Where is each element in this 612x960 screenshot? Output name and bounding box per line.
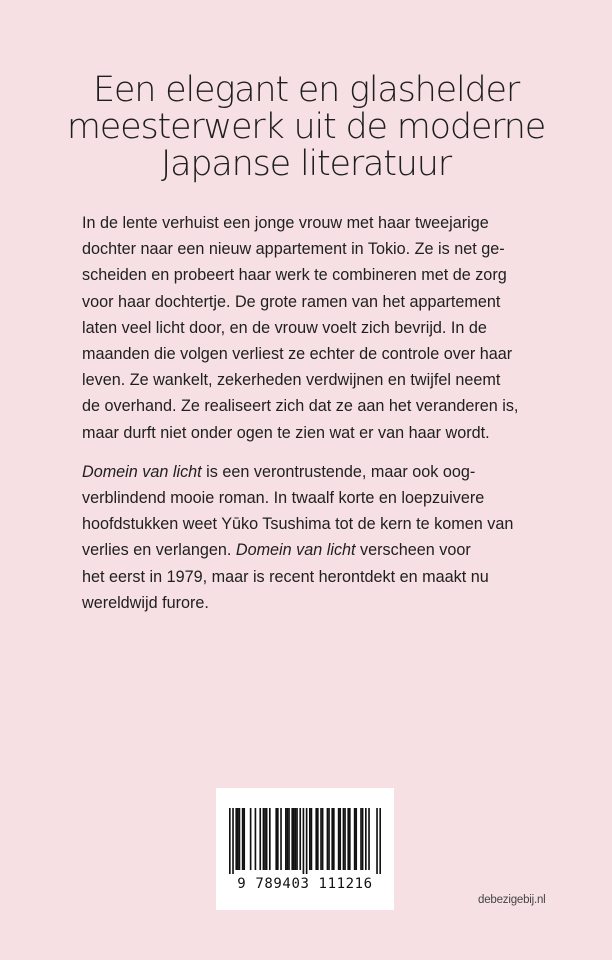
barcode-bar bbox=[339, 808, 341, 870]
blurb-line: voor haar dochtertje. De grote ramen van het appartement bbox=[82, 292, 501, 311]
blurb-paragraph-2 bbox=[82, 459, 542, 616]
barcode-bar bbox=[239, 808, 241, 870]
barcode-bar bbox=[303, 808, 305, 874]
barcode-bar bbox=[242, 808, 244, 870]
back-cover-tagline bbox=[0, 72, 612, 183]
barcode-bar bbox=[343, 808, 345, 870]
blurb-line: hoofdstukken weet Yūko Tsushima tot de kern te komen van bbox=[82, 515, 514, 534]
book-title-italic: Domein van licht bbox=[235, 541, 356, 560]
barcode-bar bbox=[309, 808, 311, 870]
barcode-bar bbox=[266, 808, 268, 870]
tagline-line: meesterwerk uit de moderne bbox=[66, 107, 546, 147]
barcode-bar bbox=[293, 808, 295, 870]
barcode-bar bbox=[235, 808, 237, 870]
blurb-line: In de lente verhuist een jonge vrouw met haar tweejarige bbox=[82, 214, 489, 232]
barcode-bar bbox=[344, 808, 346, 870]
barcode-bar bbox=[237, 808, 239, 870]
barcode-bar bbox=[295, 808, 297, 870]
barcode-bar bbox=[299, 808, 301, 870]
tagline-line: Japanse literatuur bbox=[161, 144, 451, 184]
blurb-line: scheiden en probeert haar werk te combineren met de zorg bbox=[82, 266, 507, 285]
blurb-text: verlies en verlangen. bbox=[82, 541, 236, 560]
barcode-bar bbox=[269, 808, 271, 870]
barcode-bar bbox=[376, 808, 378, 874]
barcode-bar bbox=[354, 808, 356, 870]
barcode-bar bbox=[291, 808, 293, 870]
book-blurb bbox=[82, 210, 542, 629]
publisher-url: debezigebij.nl bbox=[478, 894, 546, 906]
blurb-text: verscheen voor bbox=[355, 541, 471, 560]
barcode-bar bbox=[349, 808, 351, 870]
barcode-bar bbox=[280, 808, 282, 870]
barcode-bar bbox=[331, 808, 333, 870]
blurb-line bbox=[82, 459, 542, 485]
barcode-bar bbox=[250, 808, 252, 870]
blurb-line: leven. Ze wankelt, zekerheden verdwijnen en twijfel neemt bbox=[82, 371, 501, 390]
barcode-bar bbox=[379, 808, 381, 874]
barcode-bar bbox=[255, 808, 257, 870]
blurb-line: dochter naar een nieuw appartement in Tokio. Ze is net ge- bbox=[82, 240, 505, 259]
barcode-bar bbox=[320, 808, 322, 870]
blurb-line: het eerst in 1979, maar is recent herontdekt en maakt nu bbox=[82, 567, 489, 586]
barcode-bar bbox=[311, 808, 313, 870]
barcode-bar bbox=[338, 808, 340, 870]
barcode-bar bbox=[243, 808, 245, 870]
blurb-line: maanden die volgen verliest ze echter de controle over haar bbox=[82, 345, 513, 364]
barcode-bar bbox=[317, 808, 319, 870]
barcode-bar bbox=[259, 808, 261, 870]
barcode-bar bbox=[263, 808, 265, 870]
barcode-bar bbox=[232, 808, 234, 874]
barcode-bar bbox=[306, 808, 308, 874]
barcode-bar bbox=[315, 808, 317, 870]
blurb-text: is een verontrustende, maar ook oog- bbox=[201, 462, 476, 481]
blurb-line: maar durft niet onder ogen te zien wat er van haar wordt. bbox=[82, 423, 490, 442]
barcode-bar bbox=[333, 808, 335, 870]
barcode-bar bbox=[229, 808, 231, 874]
barcode-bar bbox=[368, 808, 370, 870]
barcode-bar bbox=[288, 808, 290, 870]
barcode-bar bbox=[264, 808, 266, 870]
book-title-italic: Domein van licht bbox=[82, 462, 202, 481]
barcode-bar bbox=[327, 808, 329, 870]
barcode-bar bbox=[296, 808, 298, 870]
barcode-bar bbox=[285, 808, 287, 870]
barcode-bar bbox=[362, 808, 364, 870]
barcode-bar bbox=[360, 808, 362, 870]
barcode-bar bbox=[322, 808, 324, 870]
blurb-line: wereldwijd furore. bbox=[82, 593, 209, 612]
barcode-box bbox=[216, 788, 394, 910]
barcode-bar bbox=[275, 808, 277, 870]
blurb-line: verblindend mooie roman. In twaalf korte en loepzuivere bbox=[82, 489, 485, 508]
barcode-bar bbox=[365, 808, 367, 870]
barcode-bar bbox=[355, 808, 357, 870]
barcode-bar bbox=[277, 808, 279, 870]
barcode-bar bbox=[328, 808, 330, 870]
blurb-line: de overhand. Ze realiseert zich dat ze aan het veranderen is, bbox=[82, 397, 519, 416]
blurb-line: laten veel licht door, en de vrouw voelt zich bevrijd. In de bbox=[82, 318, 487, 337]
tagline-line: Een elegant en glashelder bbox=[92, 70, 520, 110]
barcode-bar bbox=[287, 808, 289, 870]
barcode-bar bbox=[347, 808, 349, 870]
blurb-line bbox=[82, 537, 542, 563]
blurb-paragraph-1 bbox=[82, 210, 542, 446]
isbn-number: 9 789403 111216 bbox=[237, 876, 373, 892]
barcode-icon bbox=[229, 808, 381, 874]
